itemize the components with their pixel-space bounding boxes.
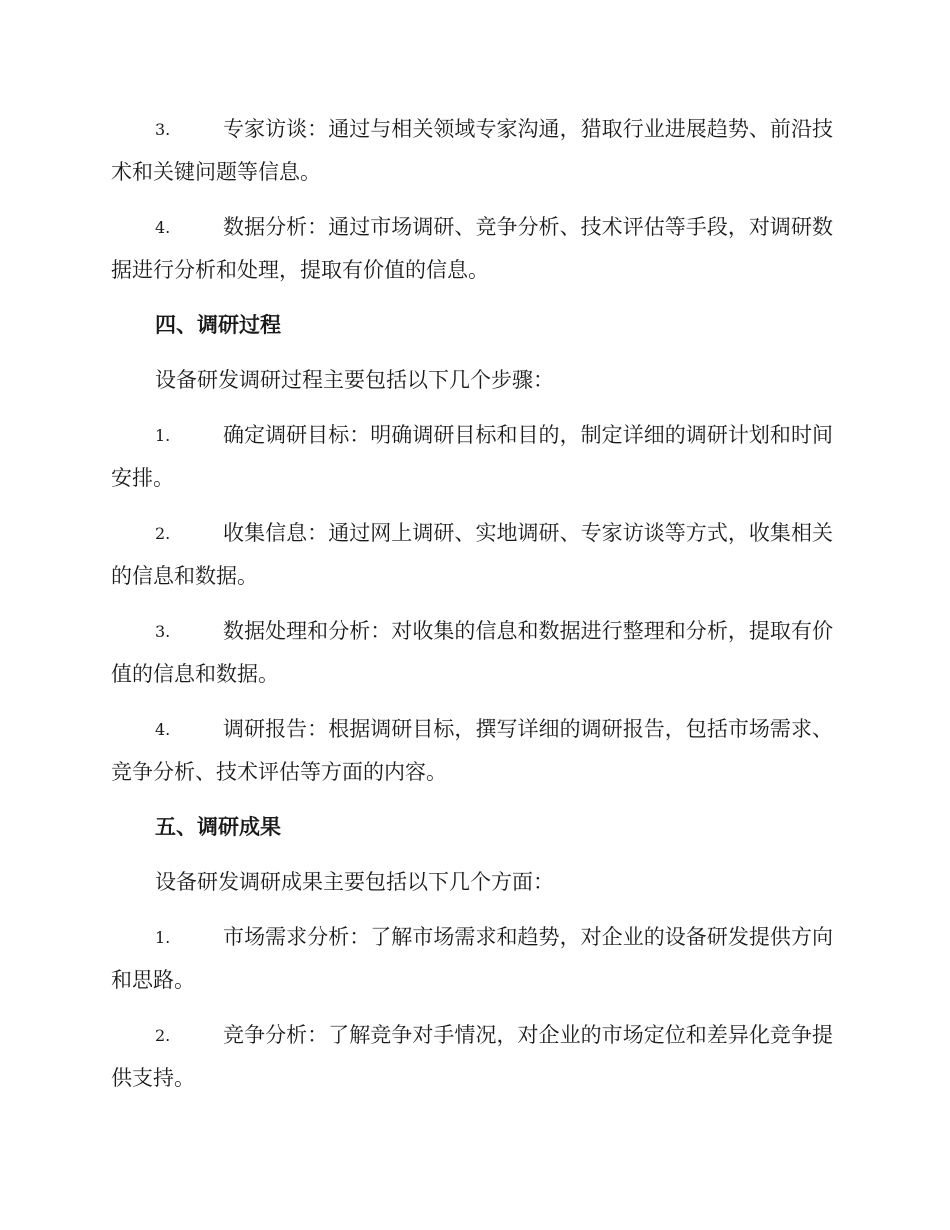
list-item-text: 调研报告：根据调研目标，撰写详细的调研报告，包括市场需求、竞争分析、技术评估等方面的内容。 <box>111 717 833 784</box>
list-item-text: 数据分析：通过市场调研、竞争分析、技术评估等手段，对调研数据进行分析和处理，提取有价值的信息。 <box>111 215 833 282</box>
paragraph: 设备研发调研成果主要包括以下几个方面： <box>155 870 554 894</box>
list-item <box>111 206 833 291</box>
list-item-text: 收集信息：通过网上调研、实地调研、专家访谈等方式，收集相关的信息和数据。 <box>111 521 833 588</box>
list-item-number: 3. <box>155 120 171 139</box>
list-item-text: 数据处理和分析：对收集的信息和数据进行整理和分析，提取有价值的信息和数据。 <box>111 619 833 686</box>
list-item-number: 2. <box>155 524 171 543</box>
list-item-text: 专家访谈：通过与相关领域专家沟通，猎取行业进展趋势、前沿技术和关键问题等信息。 <box>111 117 833 184</box>
document-body <box>111 108 833 1112</box>
list-item-number: 3. <box>155 622 171 641</box>
list-item-text: 市场需求分析：了解市场需求和趋势，对企业的设备研发提供方向和思路。 <box>111 925 833 992</box>
list-item-number: 1. <box>155 426 171 445</box>
list-item-number: 4. <box>155 218 171 237</box>
list-item-text: 竞争分析：了解竞争对手情况，对企业的市场定位和差异化竞争提供支持。 <box>111 1023 833 1090</box>
list-item-number: 2. <box>155 1026 171 1045</box>
list-item <box>111 708 833 793</box>
list-item <box>111 610 833 695</box>
list-item <box>111 414 833 499</box>
list-item <box>111 512 833 597</box>
section-heading: 五、调研成果 <box>155 814 281 839</box>
list-item <box>111 1014 833 1099</box>
list-item-number: 1. <box>155 928 171 947</box>
list-item <box>111 916 833 1001</box>
paragraph: 设备研发调研过程主要包括以下几个步骤： <box>155 368 554 392</box>
list-item-number: 4. <box>155 720 171 739</box>
list-item-text: 确定调研目标：明确调研目标和目的，制定详细的调研计划和时间安排。 <box>111 423 833 490</box>
list-item <box>111 108 833 193</box>
section-heading: 四、调研过程 <box>155 312 281 337</box>
